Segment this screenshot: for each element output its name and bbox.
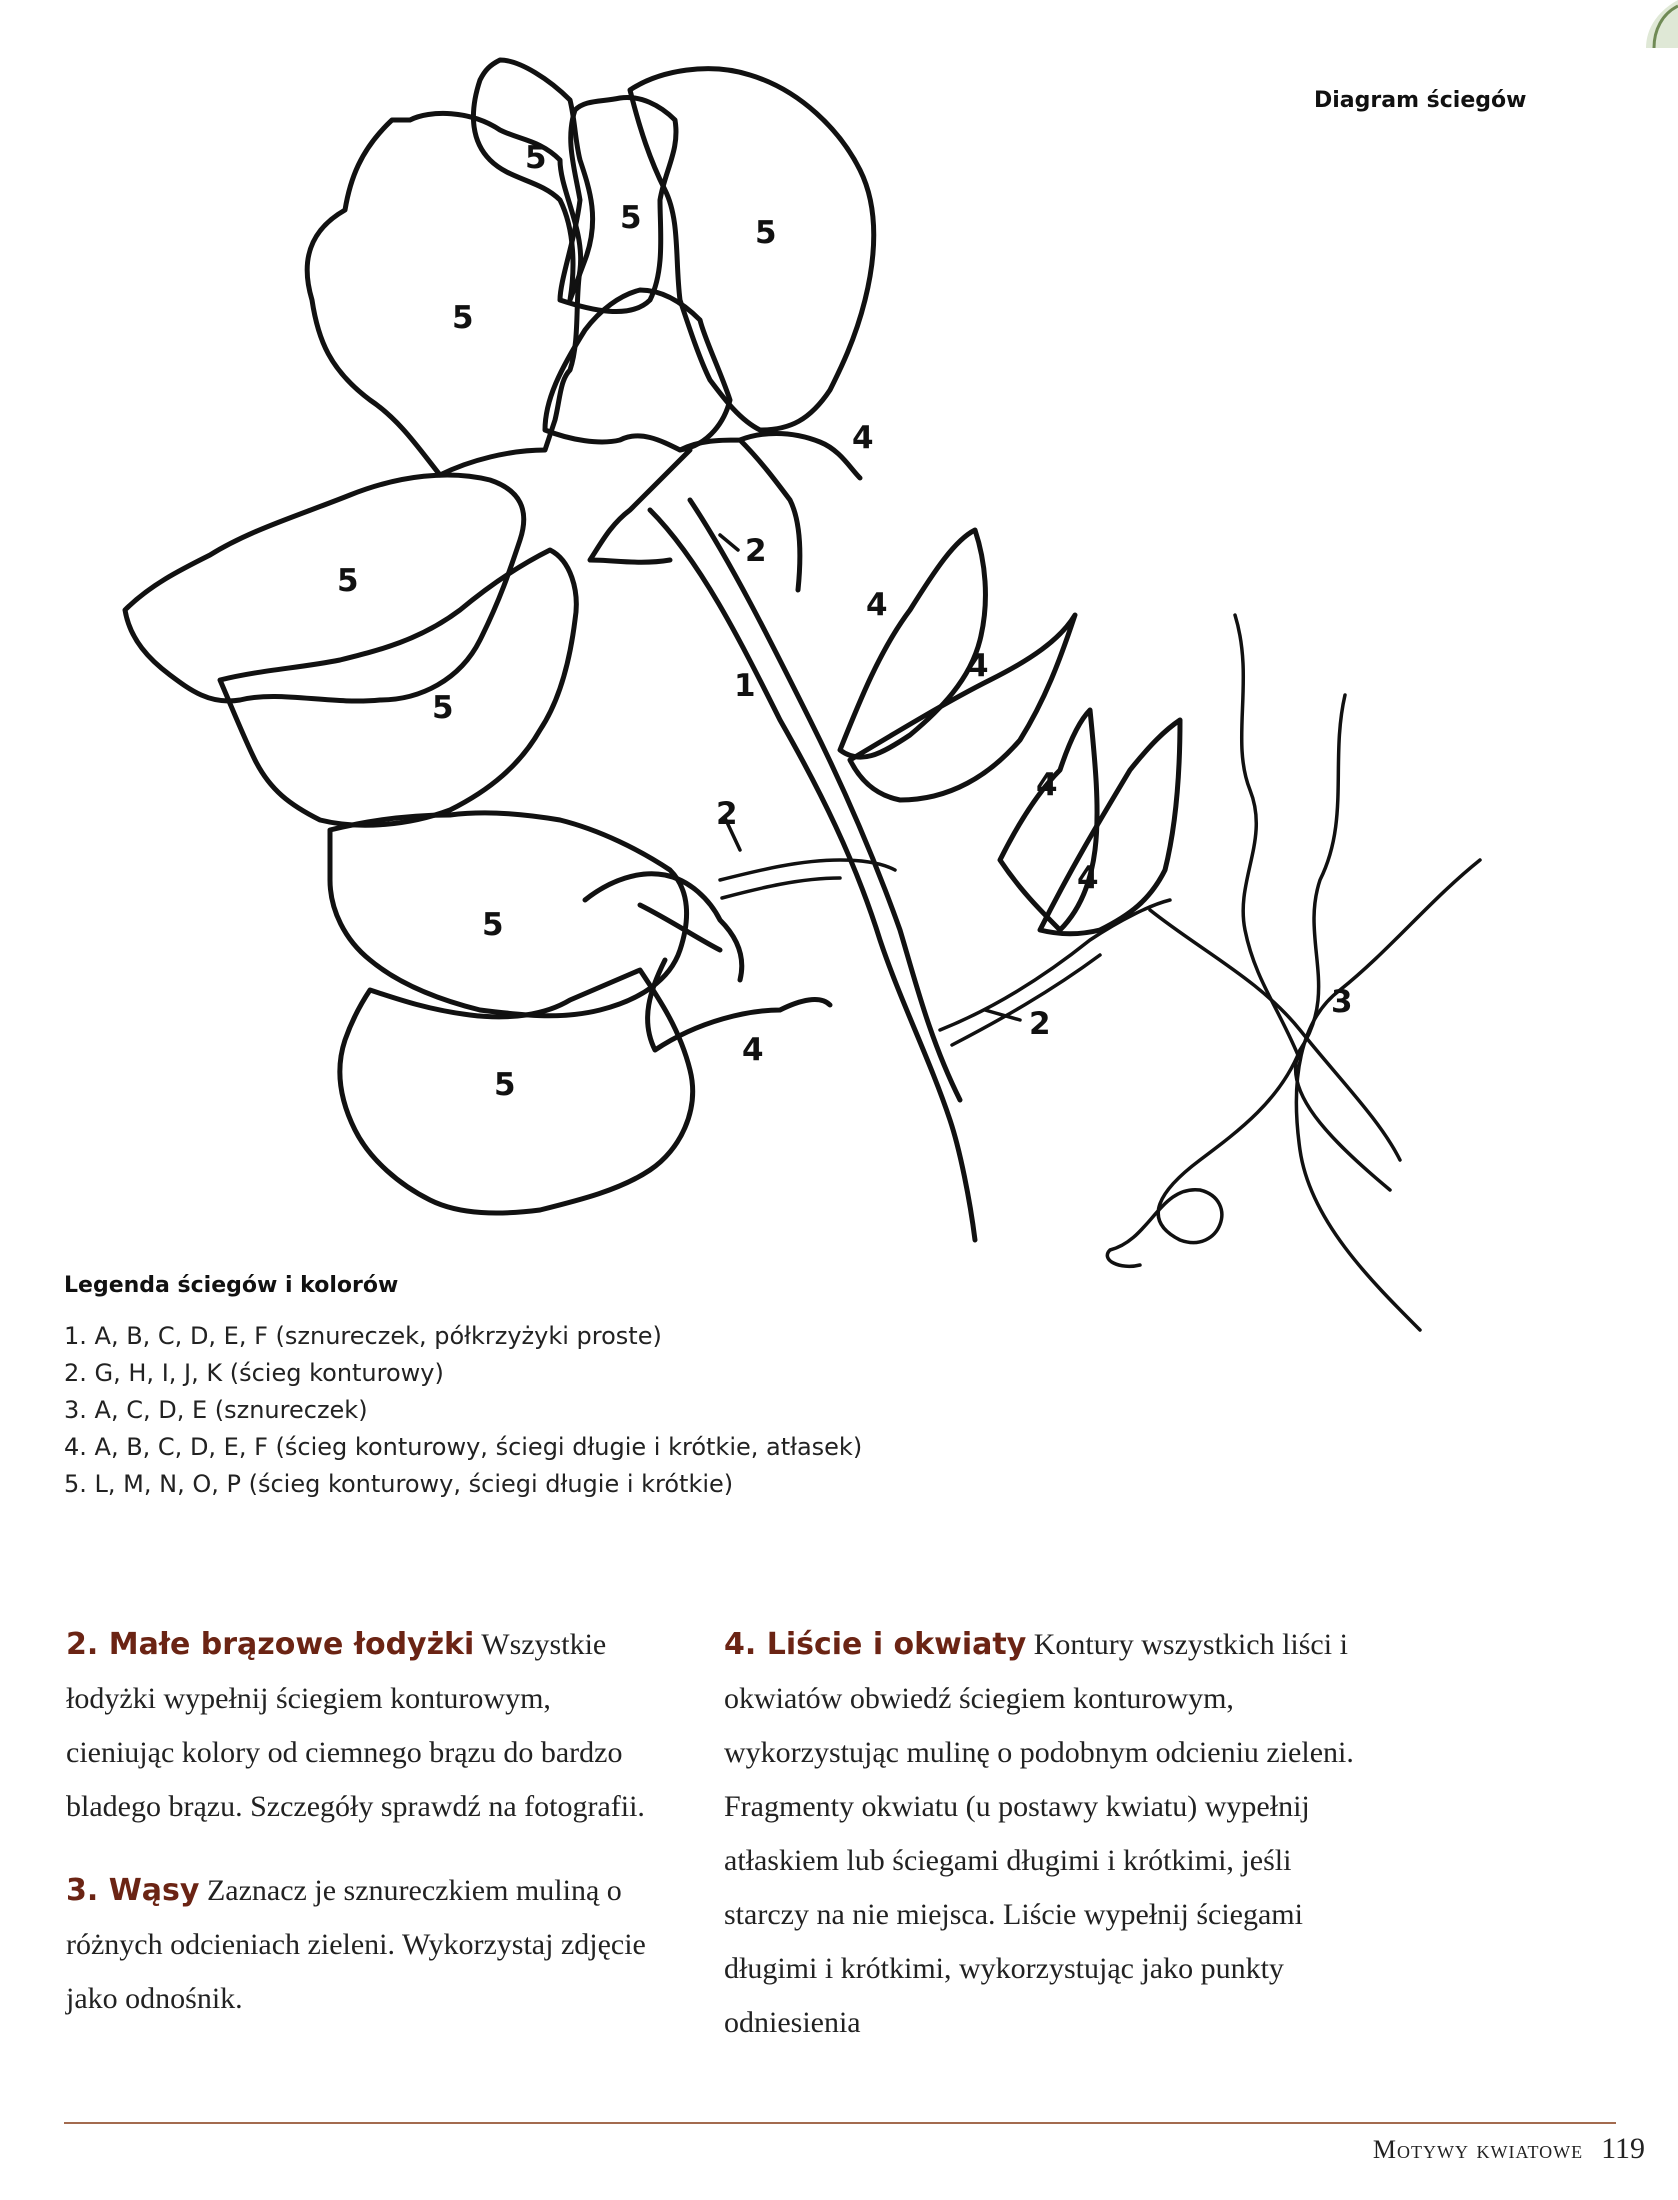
diagram-label: 5 [432, 690, 454, 726]
footer-rule [64, 2122, 1616, 2124]
diagram-label: 4 [742, 1032, 764, 1068]
stem-small-lower [720, 860, 895, 898]
tendril-far-right [1296, 860, 1480, 1330]
section-heading: 3. Wąsy [66, 1873, 200, 1908]
tendril-upper [1235, 615, 1300, 1060]
petal-inner [545, 290, 730, 450]
diagram-label: 2 [716, 796, 738, 832]
legend-item: 5. L, M, N, O, P (ścieg konturowy, ściegi długie i krótkie) [64, 1470, 734, 1498]
legend-title: Legenda ściegów i kolorów [64, 1273, 399, 1298]
section-text: Kontury wszystkich liści i okwiatów obwiedź ściegiem konturowym, wykorzystując mulinę o podobnym odcieniu zieleni. Fragmenty okwiatu (u postawy kwiatu) wypełnij atłaskiem lub ściegami długimi i krótkimi, jeśli starczy na nie miejsca. Liście wypełnij ściegami długimi i krótkimi, wykorzystując jako punkty odniesienia [724, 1628, 1354, 2039]
page-number: 119 [1601, 2132, 1645, 2165]
diagram-label: 5 [482, 907, 504, 943]
main-stem [650, 500, 975, 1240]
legend-item: 1. A, B, C, D, E, F (sznureczek, półkrzyżyki proste) [64, 1322, 662, 1350]
calyx-upper [590, 434, 860, 591]
diagram-label: 1 [734, 668, 756, 704]
petal-bottom [340, 970, 693, 1213]
tendril-curl [1107, 1050, 1300, 1266]
diagram-label: 5 [755, 215, 777, 251]
petal-left-top [125, 475, 524, 701]
tendril-middle [1150, 910, 1400, 1160]
diagram-label: 2 [1029, 1006, 1051, 1042]
diagram-label: 5 [452, 300, 474, 336]
diagram-label: 3 [1331, 984, 1353, 1020]
diagram-label: 4 [967, 648, 989, 684]
calyx-lower [585, 874, 830, 1050]
petal-left-lower [330, 813, 687, 1016]
section-text: Zaznacz je sznureczkiem muliną o różnych odcieniach zieleni. Wykorzystaj zdjęcie jako odnośnik. [66, 1874, 646, 2015]
diagram-label: 2 [745, 533, 767, 569]
section-brown-stems [66, 1618, 666, 1834]
diagram-label: 5 [337, 563, 359, 599]
section-text: Wszystkie łodyżki wypełnij ściegiem konturowym, cieniując kolory od ciemnego brązu do bardzo bladego brązu. Szczegóły sprawdź na fotografii. [66, 1628, 645, 1823]
legend-list [64, 1318, 862, 1503]
diagram-label: 4 [866, 587, 888, 623]
diagram-label: 5 [525, 140, 547, 176]
diagram-label: 4 [1036, 767, 1058, 803]
section-heading: 2. Małe brązowe łodyżki [66, 1627, 475, 1662]
text-column-left [66, 1618, 666, 2056]
diagram-label: 5 [494, 1067, 516, 1103]
diagram-label: 5 [620, 200, 642, 236]
text-column-right [724, 1618, 1364, 2080]
footer-section-title: Motywy kwiatowe [1372, 2135, 1584, 2164]
tendril-right [1296, 695, 1390, 1190]
page-footer [1373, 2132, 1645, 2166]
diagram-label: 4 [1077, 860, 1099, 896]
petal-left-middle [220, 550, 576, 825]
legend-item: 3. A, C, D, E (sznureczek) [64, 1396, 368, 1424]
section-leaves [724, 1618, 1364, 2050]
legend-item: 2. G, H, I, J, K (ścieg konturowy) [64, 1359, 444, 1387]
diagram-label: 4 [852, 420, 874, 456]
legend-item: 4. A, B, C, D, E, F (ścieg konturowy, ściegi długie i krótkie, atłasek) [64, 1433, 863, 1461]
section-heading: 4. Liście i okwiaty [724, 1627, 1027, 1662]
corner-leaf-decoration [1626, 0, 1678, 48]
petal-upper-right [630, 69, 874, 430]
diagram-title: Diagram ściegów [1314, 88, 1527, 113]
section-tendrils [66, 1864, 666, 2026]
leader-2-upper [720, 535, 738, 550]
